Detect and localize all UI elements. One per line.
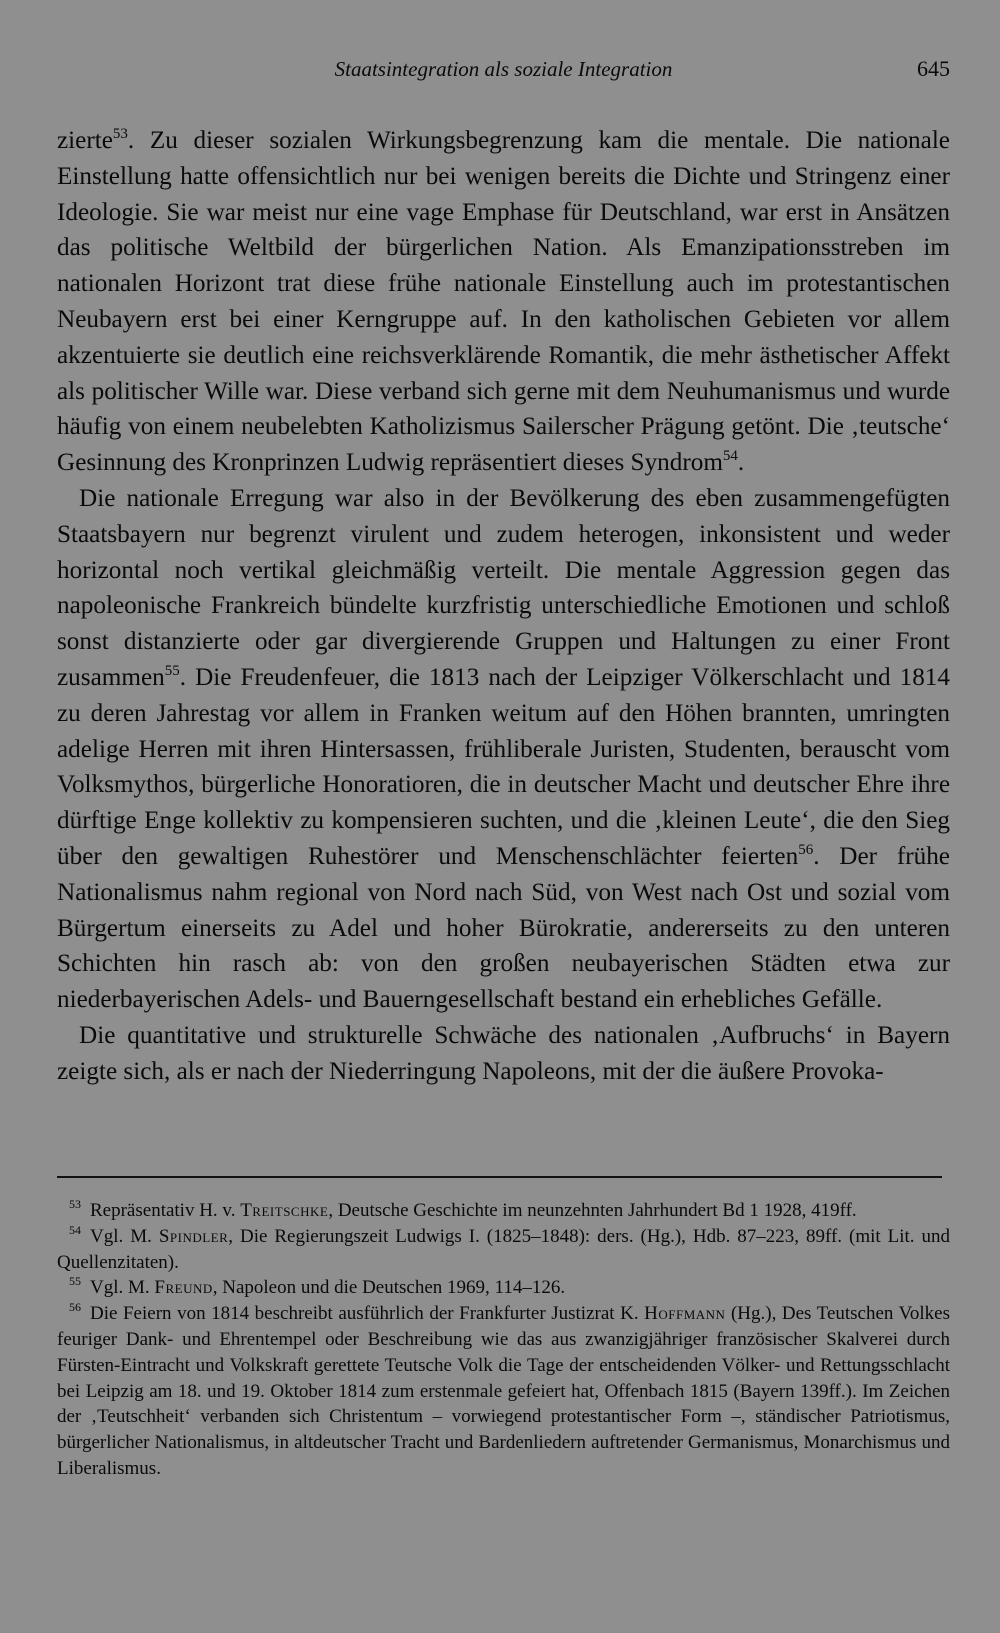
footnote-number: 53	[69, 1197, 81, 1211]
author-name: Spindler	[158, 1225, 229, 1247]
text-run: Vgl. M.	[90, 1277, 155, 1299]
text-run: Vgl. M.	[90, 1225, 159, 1247]
text-run: zierte	[57, 127, 113, 154]
footnote-reference: 55	[164, 662, 180, 679]
text-run: . Zu dieser sozialen Wirkungsbegrenzung kam die mentale. Die nationale Einstellung hatte offensichtlich nur bei wenigen bereits die Dichte und Stringenz einer Ideologie. Sie war meist nur eine vage Emphase für Deutschland, war erst in Ansätzen das politische Weltbild der bürgerlichen Nation. Als Emanzipationsstreben im nationalen Horizont trat diese frühe nationale Einstellung auch im protestantischen Neubayern erst bei einer Kerngruppe auf. In den katholischen Gebieten vor allem akzentuierte sie deutlich eine reichsverklärende Romantik, die mehr ästhetischer Affekt als politischer Wille war. Diese verband sich gerne mit dem Neuhumanismus und wurde häufig von einem neubelebten Katholizismus Sailerscher Prägung getönt. Die ‚teutsche‘ Gesinnung des Kronprinzen Ludwig repräsentiert dieses Syndrom	[57, 127, 950, 477]
footnote-reference: 54	[722, 448, 738, 465]
text-run: .	[737, 449, 745, 477]
paragraph	[57, 481, 950, 1018]
author-name: Freund	[154, 1277, 213, 1299]
footnote	[57, 1198, 950, 1224]
footnote-number: 54	[69, 1222, 81, 1237]
author-name: Hoffmann	[644, 1303, 726, 1325]
text-run: Repräsentativ H. v.	[90, 1200, 241, 1221]
footnotes	[57, 1198, 950, 1482]
text-run: (Hg.), Des Teutschen Volkes feuriger Dank- und Ehrentempel oder Beschreibung wie das aus zwanzigjähriger französischer Skalverei durch Fürsten-Eintracht und Volkskraft gerettete Teutsche Volk die Tage der entscheidenden Völker- und Rettungsschlacht bei Leipzig am 18. und 19. Oktober 1814 zum erstenmale gefeiert hat, Offenbach 1815 (Bayern 139ff.). Im Zeichen der ‚Teutschheit‘ verbanden sich Christentum – vorwiegend protestantischer Form –, ständischer Patriotismus, bürgerlicher Nationalismus, in altdeutscher Tracht und Bardenliedern auftretender Germanismus, Monarchismus und Liberalismus.	[57, 1303, 950, 1479]
page-number: 645	[917, 56, 950, 81]
text-run: Die nationale Erregung war also in der Bevölkerung des eben zusammengefügten Staatsbayern nur begrenzt virulent und zudem heterogen, inkonsistent und weder horizontal noch vertikal gleichmäßig verteilt. Die mentale Aggression gegen das napoleonische Frankreich bündelte kurzfristig unterschiedliche Emotionen und schloß sonst distanzierte oder gar divergierende Gruppen und Haltungen zu einer Front zusammen	[57, 484, 950, 691]
footnote	[57, 1224, 950, 1276]
running-title: Staatsintegration als soziale Integration	[334, 57, 673, 81]
text-run: , Napoleon und die Deutschen 1969, 114–126.	[212, 1277, 566, 1299]
page-header	[57, 54, 950, 90]
footnote	[57, 1275, 950, 1301]
paragraph	[57, 1018, 950, 1090]
footnote-number: 56	[69, 1300, 81, 1315]
text-run: . Der frühe Nationalismus nahm regional von Nord nach Süd, von West nach Ost und sozial vom Bürgertum einerseits zu Adel und hoher Bürokratie, andererseits zu den unteren Schichten hin rasch ab: von den großen neubayerischen Städten etwa zur niederbayerischen Adels- und Bauerngesellschaft bestand ein erhebliches Gefälle.	[57, 842, 950, 1014]
footnote	[57, 1301, 950, 1482]
footnote-reference: 56	[798, 841, 814, 858]
paragraph	[57, 123, 950, 481]
footnote-reference: 53	[112, 126, 128, 142]
text-run: , Deutsche Geschichte im neunzehnten Jahrhundert Bd 1 1928, 419ff.	[328, 1200, 857, 1221]
footnote-number: 55	[69, 1274, 81, 1289]
text-run: , Die Regierungszeit Ludwigs I. (1825–1848): ders. (Hg.), Hdb. 87–223, 89ff. (mit Lit. und Quellenzitaten).	[57, 1225, 950, 1273]
main-text	[57, 123, 950, 1090]
author-name: Treitschke	[240, 1200, 329, 1221]
text-run: Die Feiern von 1814 beschreibt ausführlich der Frankfurter Justizrat K.	[90, 1303, 645, 1325]
text-run: . Die Freudenfeuer, die 1813 nach der Leipziger Völkerschlacht und 1814 zu deren Jahrestag vor allem in Franken weitum auf den Höhen brannten, umringten adelige Herren mit ihren Hintersassen, frühliberale Juristen, Studenten, berauscht vom Volksmythos, bürgerliche Honoratioren, die in deutscher Macht und deutscher Ehre ihre dürftige Enge kollektiv zu kompensieren suchten, und die ‚kleinen Leute‘, die den Sieg über den gewaltigen Ruhestörer und Menschenschlächter feierten	[57, 663, 950, 870]
text-run: Die quantitative und strukturelle Schwäche des nationalen ‚Aufbruchs‘ in Bayern zeigte sich, als er nach der Niederringung Napoleons, mit der die äußere Provoka-	[57, 1021, 950, 1085]
footnote-separator	[57, 1176, 942, 1178]
